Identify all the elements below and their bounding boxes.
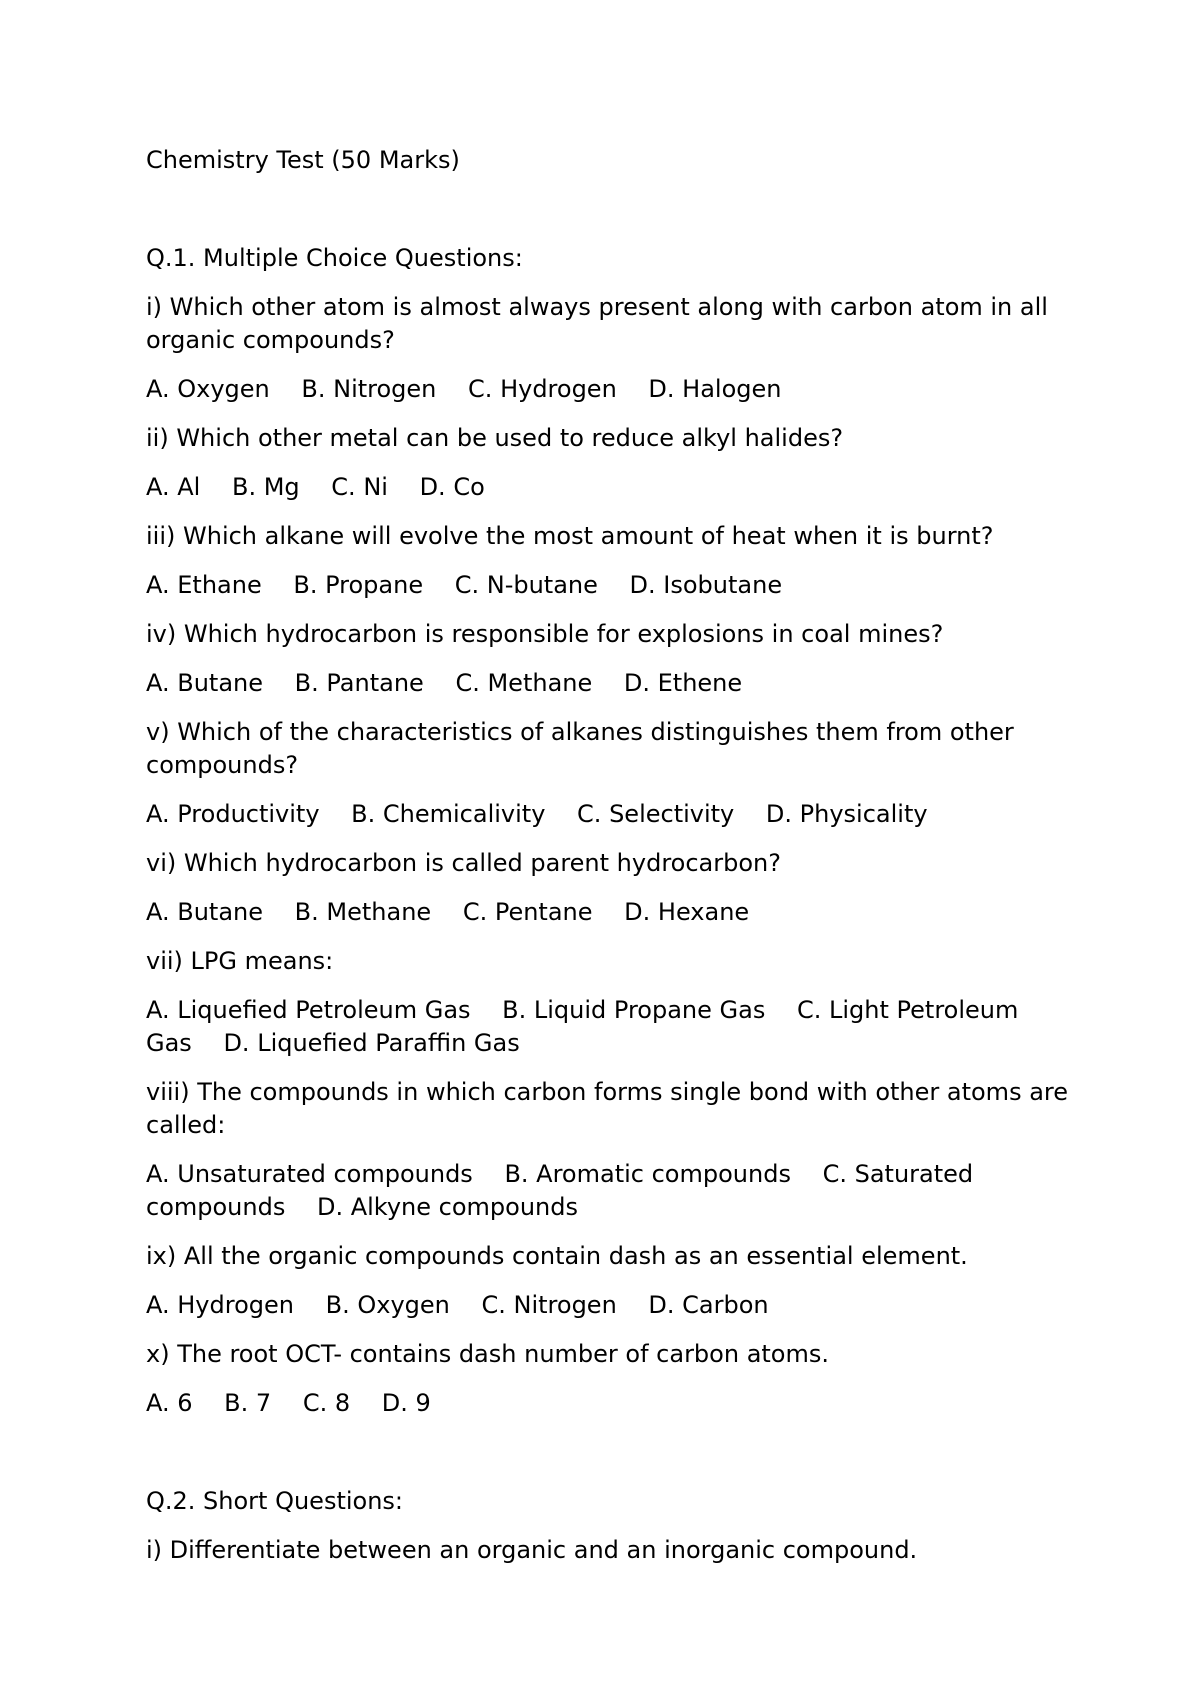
mcq-item — [146, 945, 1086, 1060]
section-heading-short: Q.2. Short Questions: — [146, 1487, 404, 1515]
option-d: D. Carbon — [648, 1291, 769, 1319]
option-a: A. Unsaturated compounds — [146, 1160, 473, 1188]
option-c: C. N-butane — [454, 571, 598, 599]
option-c: C. Ni — [331, 473, 388, 501]
mcq-item — [146, 618, 1086, 700]
option-d: D. Halogen — [648, 375, 782, 403]
mcq-item — [146, 1076, 1086, 1224]
test-title: Chemistry Test (50 Marks) — [146, 146, 460, 174]
section-multiple-choice — [146, 242, 1086, 1420]
question-text: x) The root OCT- contains dash number of carbon atoms. — [146, 1340, 830, 1368]
option-a: A. Butane — [146, 669, 264, 697]
mcq-item — [146, 716, 1086, 831]
mcq-item — [146, 847, 1086, 929]
answer-options — [146, 373, 1086, 406]
option-a: A. Oxygen — [146, 375, 270, 403]
option-d: D. Isobutane — [629, 571, 783, 599]
option-b: B. 7 — [224, 1389, 272, 1417]
option-a: A. Liquefied Petroleum Gas — [146, 996, 471, 1024]
question-text: ix) All the organic compounds contain dash as an essential element. — [146, 1242, 968, 1270]
option-c: C. Methane — [455, 669, 593, 697]
option-b: B. Mg — [231, 473, 300, 501]
option-a: A. Productivity — [146, 800, 320, 828]
question-text: v) Which of the characteristics of alkanes distinguishes them from other compounds? — [146, 718, 1014, 779]
question-text: iv) Which hydrocarbon is responsible for explosions in coal mines? — [146, 620, 944, 648]
section-heading-mcq: Q.1. Multiple Choice Questions: — [146, 244, 523, 272]
answer-options — [146, 471, 1086, 504]
answer-options — [146, 1158, 1086, 1224]
option-b: B. Liquid Propane Gas — [502, 996, 766, 1024]
option-d: D. 9 — [381, 1389, 431, 1417]
mcq-item — [146, 1338, 1086, 1420]
answer-options — [146, 569, 1086, 602]
option-b: B. Propane — [293, 571, 424, 599]
answer-options — [146, 1289, 1086, 1322]
option-c: C. Light Petroleum Gas — [146, 996, 1019, 1057]
option-a: A. Butane — [146, 898, 264, 926]
option-c: C. Selectivity — [577, 800, 735, 828]
answer-options — [146, 1387, 1086, 1420]
option-b: B. Nitrogen — [301, 375, 437, 403]
option-d: D. Hexane — [624, 898, 750, 926]
short-question-text: i) Differentiate between an organic and an inorganic compound. — [146, 1536, 918, 1564]
question-text: viii) The compounds in which carbon forms single bond with other atoms are called: — [146, 1078, 1069, 1139]
mcq-item — [146, 520, 1086, 602]
answer-options — [146, 896, 1086, 929]
option-d: D. Alkyne compounds — [316, 1193, 578, 1221]
question-text: ii) Which other metal can be used to reduce alkyl halides? — [146, 424, 844, 452]
option-b: B. Aromatic compounds — [504, 1160, 791, 1188]
option-c: C. Nitrogen — [481, 1291, 617, 1319]
option-b: B. Oxygen — [325, 1291, 450, 1319]
option-d: D. Physicality — [765, 800, 928, 828]
option-c: C. Hydrogen — [468, 375, 617, 403]
mcq-item — [146, 291, 1086, 406]
question-text: vi) Which hydrocarbon is called parent hydrocarbon? — [146, 849, 781, 877]
question-text: vii) LPG means: — [146, 947, 334, 975]
option-c: C. Pentane — [462, 898, 593, 926]
option-c: C. Saturated compounds — [146, 1160, 974, 1221]
answer-options — [146, 994, 1086, 1060]
question-text: i) Which other atom is almost always present along with carbon atom in all organic compounds? — [146, 293, 1048, 354]
mcq-item — [146, 422, 1086, 504]
option-d: D. Liquefied Paraffin Gas — [223, 1029, 520, 1057]
question-text: iii) Which alkane will evolve the most amount of heat when it is burnt? — [146, 522, 994, 550]
option-b: B. Pantane — [294, 669, 424, 697]
option-a: A. Al — [146, 473, 201, 501]
document-page — [146, 144, 1086, 1583]
option-a: A. Ethane — [146, 571, 262, 599]
option-d: D. Co — [419, 473, 485, 501]
answer-options — [146, 667, 1086, 700]
option-a: A. Hydrogen — [146, 1291, 294, 1319]
option-c: C. 8 — [302, 1389, 351, 1417]
mcq-item — [146, 1240, 1086, 1322]
option-a: A. 6 — [146, 1389, 193, 1417]
section-short-questions — [146, 1485, 1086, 1567]
option-b: B. Chemicalivity — [351, 800, 546, 828]
option-b: B. Methane — [294, 898, 432, 926]
option-d: D. Ethene — [623, 669, 743, 697]
answer-options — [146, 798, 1086, 831]
